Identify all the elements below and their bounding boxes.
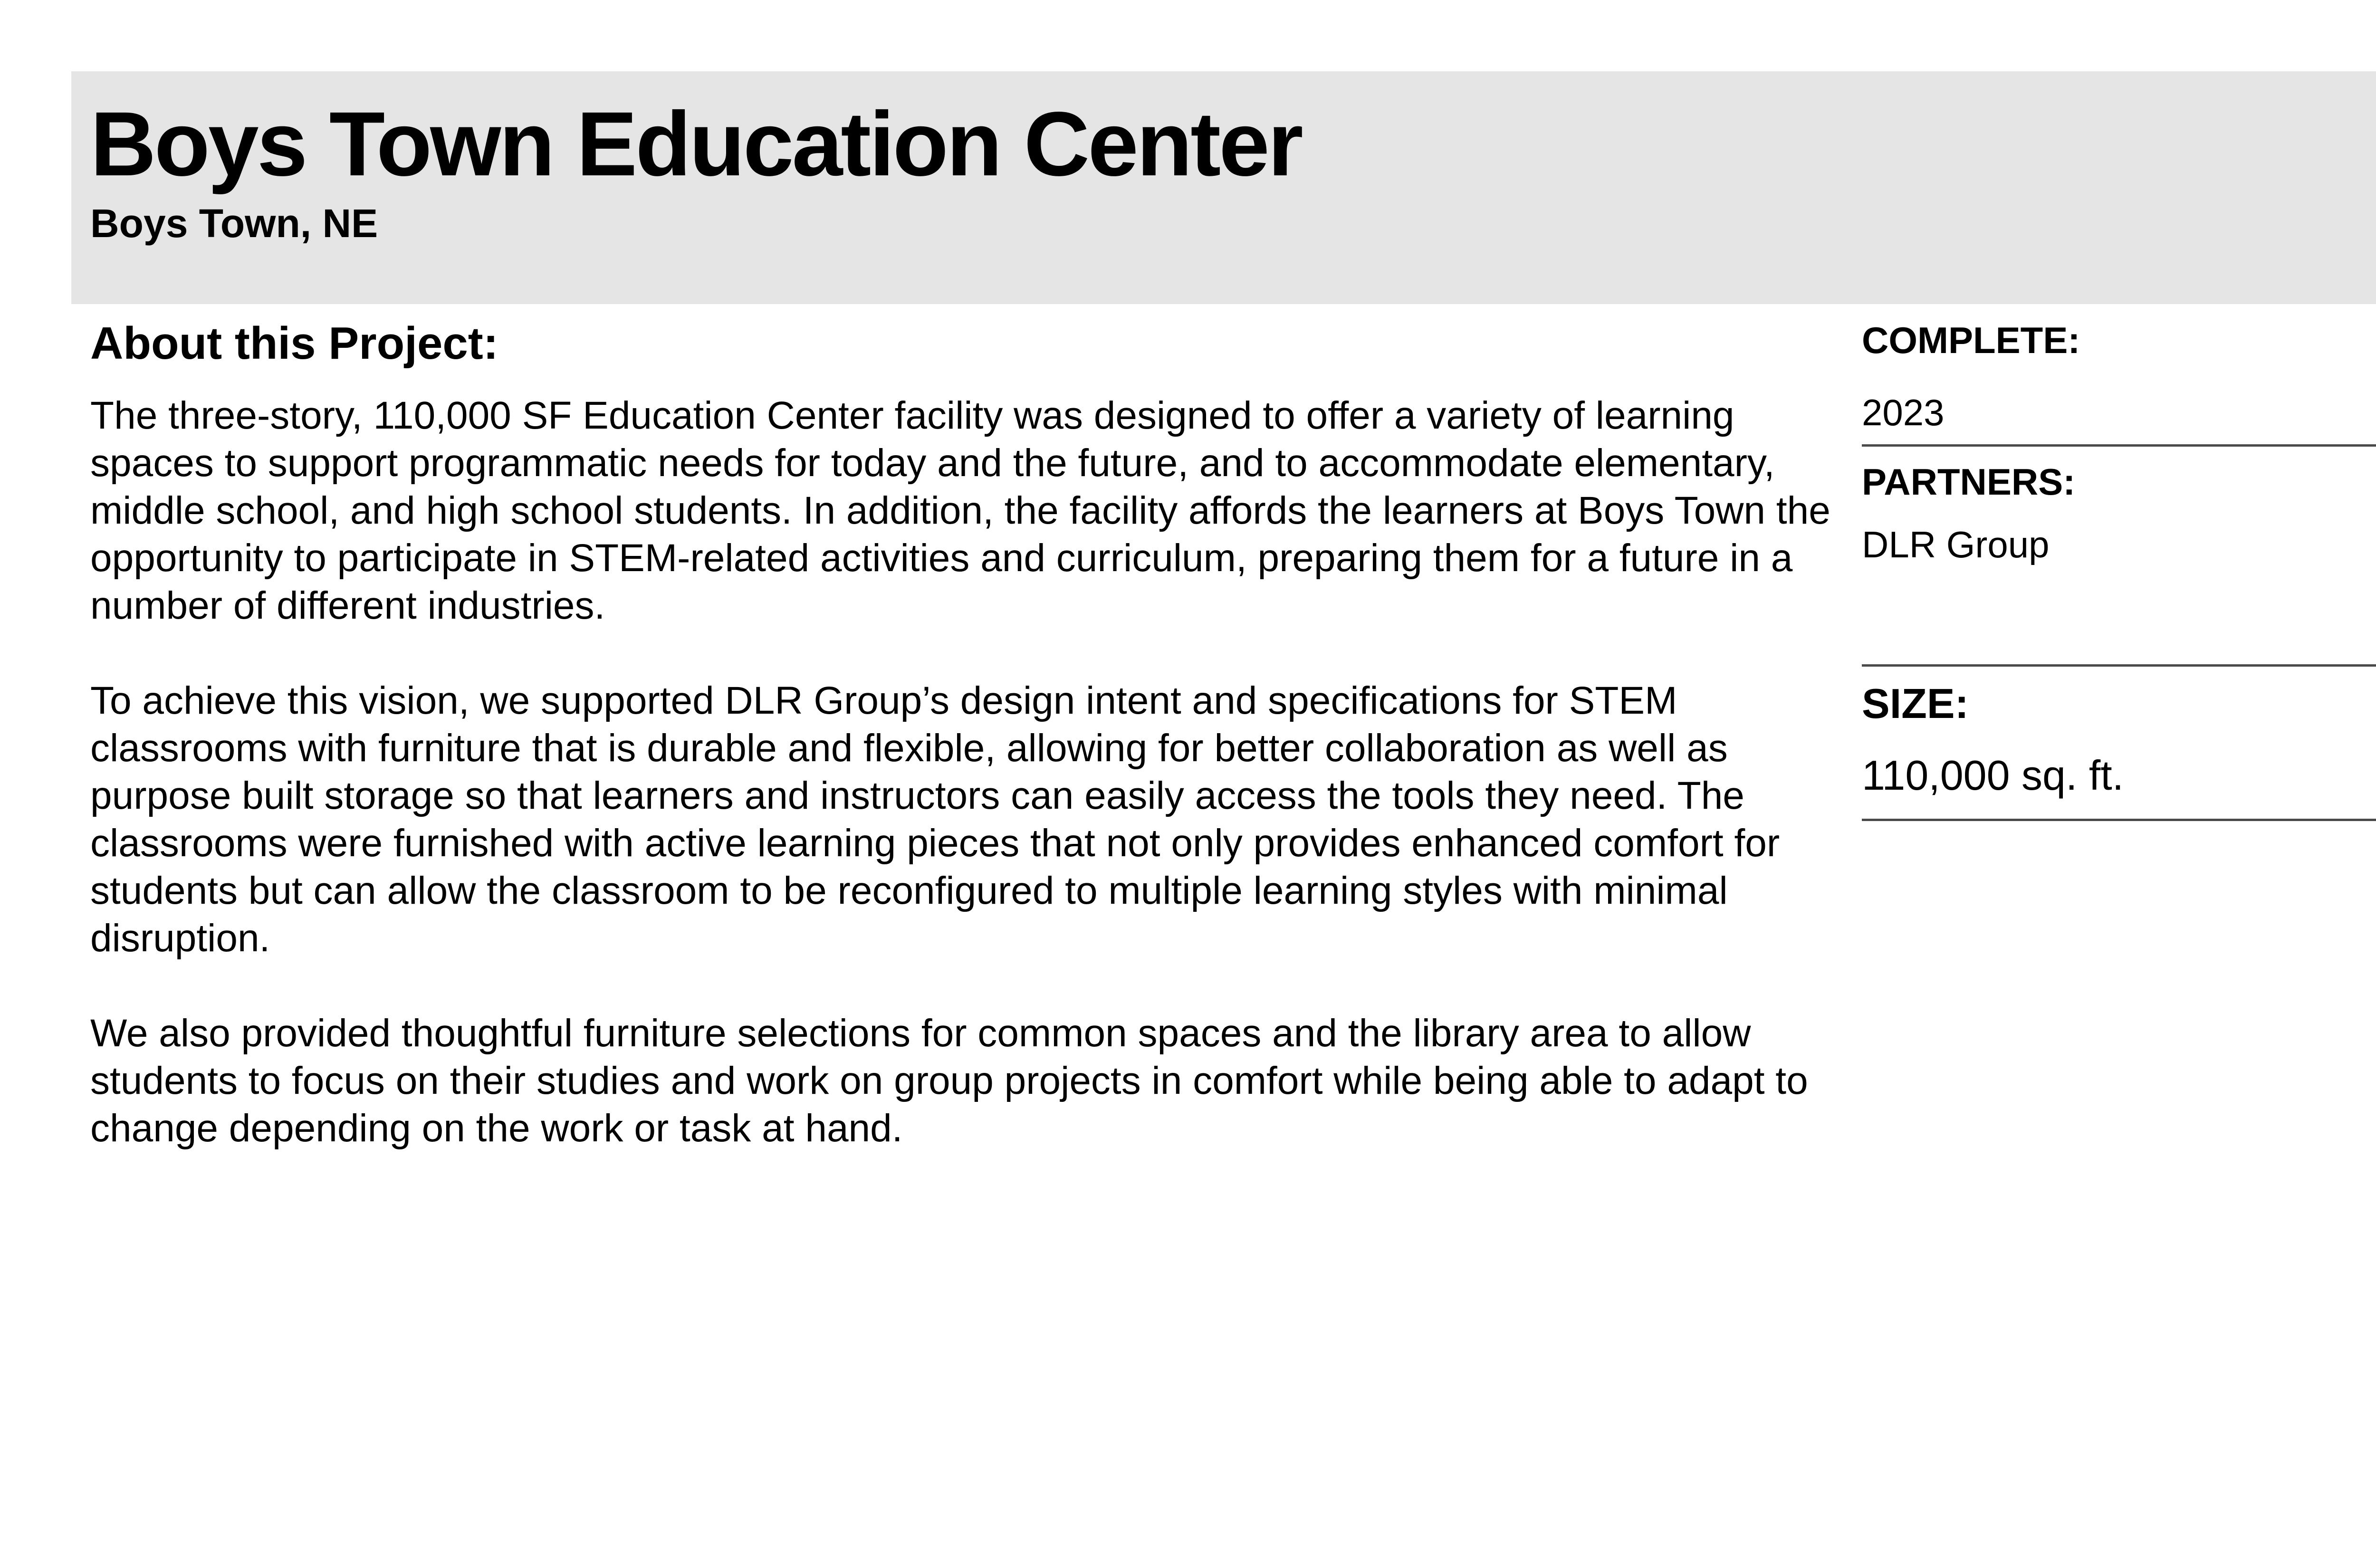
- partners-label: PARTNERS:: [1862, 461, 2076, 503]
- project-details-sidebar: [1862, 316, 2376, 821]
- partners-value: DLR Group: [1862, 523, 2050, 565]
- size-label: SIZE:: [1862, 680, 1969, 727]
- size-value: 110,000 sq. ft.: [1862, 751, 2124, 799]
- complete-label: COMPLETE:: [1862, 319, 2080, 361]
- divider: [1862, 664, 2376, 667]
- about-heading: About this Project:: [90, 318, 498, 369]
- divider: [1862, 444, 2376, 447]
- divider: [1862, 819, 2376, 821]
- project-header: [71, 71, 2376, 304]
- about-paragraph-3: We also provided thoughtful furniture selections for common spaces and the library area to allow students to focus on their studies and work on group projects in comfort while being able to adapt to change depending on the work or task at hand.: [90, 1012, 1808, 1150]
- complete-value: 2023: [1862, 391, 1945, 433]
- project-location: Boys Town, NE: [90, 201, 378, 246]
- about-paragraph-1: The three-story, 110,000 SF Education Center facility was designed to offer a variety of learning spaces to support programmatic needs for today and the future, and to accommodate elementary, middle school, and high school students. In addition, the facility affords the learners at Boys Town the opportunity to participate in STEM-related activities and curriculum, preparing them for a future in a number of different industries.: [90, 394, 1830, 628]
- about-section: [90, 316, 1849, 1200]
- page-title: Boys Town Education Center: [90, 93, 1302, 195]
- about-paragraph-2: To achieve this vision, we supported DLR Group’s design intent and specifications for STEM classrooms with furniture that is durable and flexible, allowing for better collaboration as well as purpose built storage so that learners and instructors can easily access the tools they need. The classrooms were furnished with active learning pieces that not only provides enhanced comfort for students but can allow the classroom to be reconfigured to multiple learning styles with minimal disruption.: [90, 679, 1780, 960]
